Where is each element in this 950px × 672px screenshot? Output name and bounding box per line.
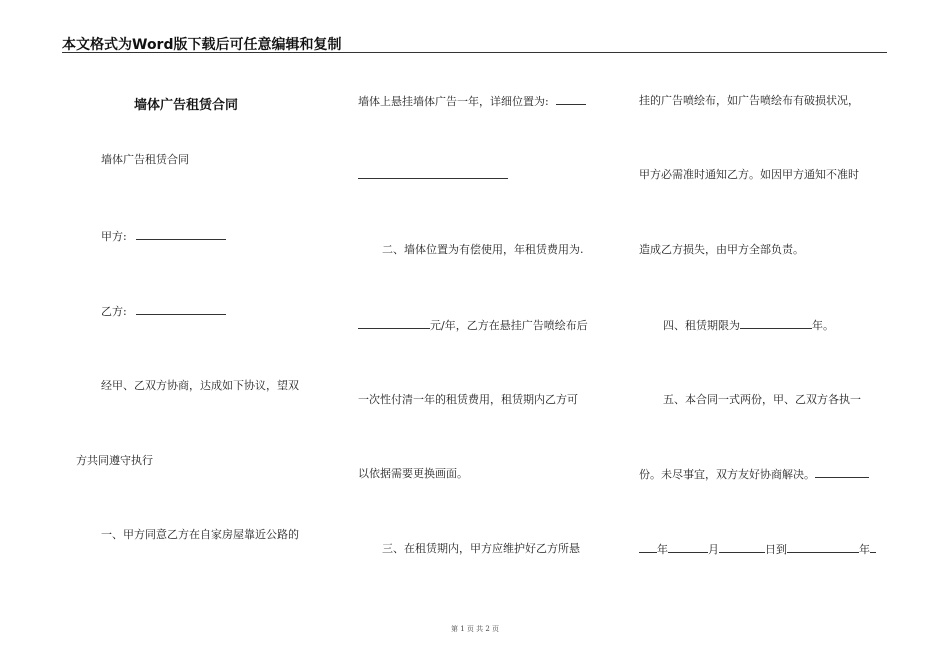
date-line xyxy=(639,542,876,557)
col2-line-1 xyxy=(358,94,586,109)
col3-line-3: 造成乙方损失，由甲方全部负责。 xyxy=(639,243,804,256)
col2-line-1-text: 墙体上悬挂墙体广告一年，详细位置为: xyxy=(358,95,549,108)
col2-line-5: 一次性付清一年的租赁费用，租赁期内乙方可 xyxy=(358,393,578,406)
clause5-line-1: 五、本合同一式两份，甲、乙双方各执一 xyxy=(663,393,861,406)
date-year-label: 年 xyxy=(657,543,668,556)
clause3-line-1: 三、在租赁期内，甲方应维护好乙方所悬 xyxy=(382,542,580,555)
document-header-title: 本文格式为Word版下载后可任意编辑和复制 xyxy=(62,37,342,53)
clause4-line xyxy=(663,318,834,333)
trailing-blank xyxy=(870,542,876,553)
date-month-label: 月 xyxy=(708,543,719,556)
document-title: 墙体广告租赁合同 xyxy=(134,98,239,113)
intro-line-1: 经甲、乙双方协商，达成如下协议，望双 xyxy=(101,379,299,392)
page-number: 第 1 页 共 2 页 xyxy=(450,625,500,633)
party-b-label: 乙方: xyxy=(101,305,127,318)
col3-line-6-text: 份。未尽事宜，双方友好协商解决。 xyxy=(639,468,815,481)
term-blank xyxy=(740,318,812,329)
start-year-blank xyxy=(639,542,657,553)
clause2-line-1: 二、墙体位置为有偿使用，年租赁费用为. xyxy=(382,243,584,256)
col3-line-6 xyxy=(639,467,869,482)
intro-line-2: 方共同遵守执行 xyxy=(76,454,153,467)
party-a-blank xyxy=(136,229,226,240)
fee-blank xyxy=(358,318,430,329)
clause4-text-a: 四、租赁期限为 xyxy=(663,319,740,332)
col2-line-6: 以依据需要更换画面。 xyxy=(358,467,468,480)
party-b-line xyxy=(101,304,226,319)
col2-line-4-text: 元/年，乙方在悬挂广告喷绘布后 xyxy=(430,319,588,332)
party-b-blank xyxy=(136,304,226,315)
col3-line-2: 甲方必需准时通知乙方。如因甲方通知不准时 xyxy=(639,168,859,181)
date-day-label: 日到 xyxy=(765,543,787,556)
location-blank-2 xyxy=(358,168,508,179)
subtitle: 墙体广告租赁合同 xyxy=(101,153,189,166)
clause1-line-1: 一、甲方同意乙方在自家房屋靠近公路的 xyxy=(101,528,299,541)
party-a-line xyxy=(101,229,226,244)
col3-line-1: 挂的广告喷绘布，如广告喷绘布有破损状况， xyxy=(639,94,859,107)
header-divider xyxy=(62,52,887,53)
party-a-label: 甲方: xyxy=(101,230,127,243)
col2-line-4 xyxy=(358,318,588,333)
date-year2-label: 年 xyxy=(859,543,870,556)
start-month-blank xyxy=(668,542,708,553)
clause4-text-b: 年。 xyxy=(812,319,834,332)
start-day-blank xyxy=(719,542,765,553)
end-year-blank xyxy=(787,542,859,553)
location-blank xyxy=(556,94,586,105)
col2-line-2 xyxy=(358,168,508,183)
closing-blank xyxy=(815,467,869,478)
